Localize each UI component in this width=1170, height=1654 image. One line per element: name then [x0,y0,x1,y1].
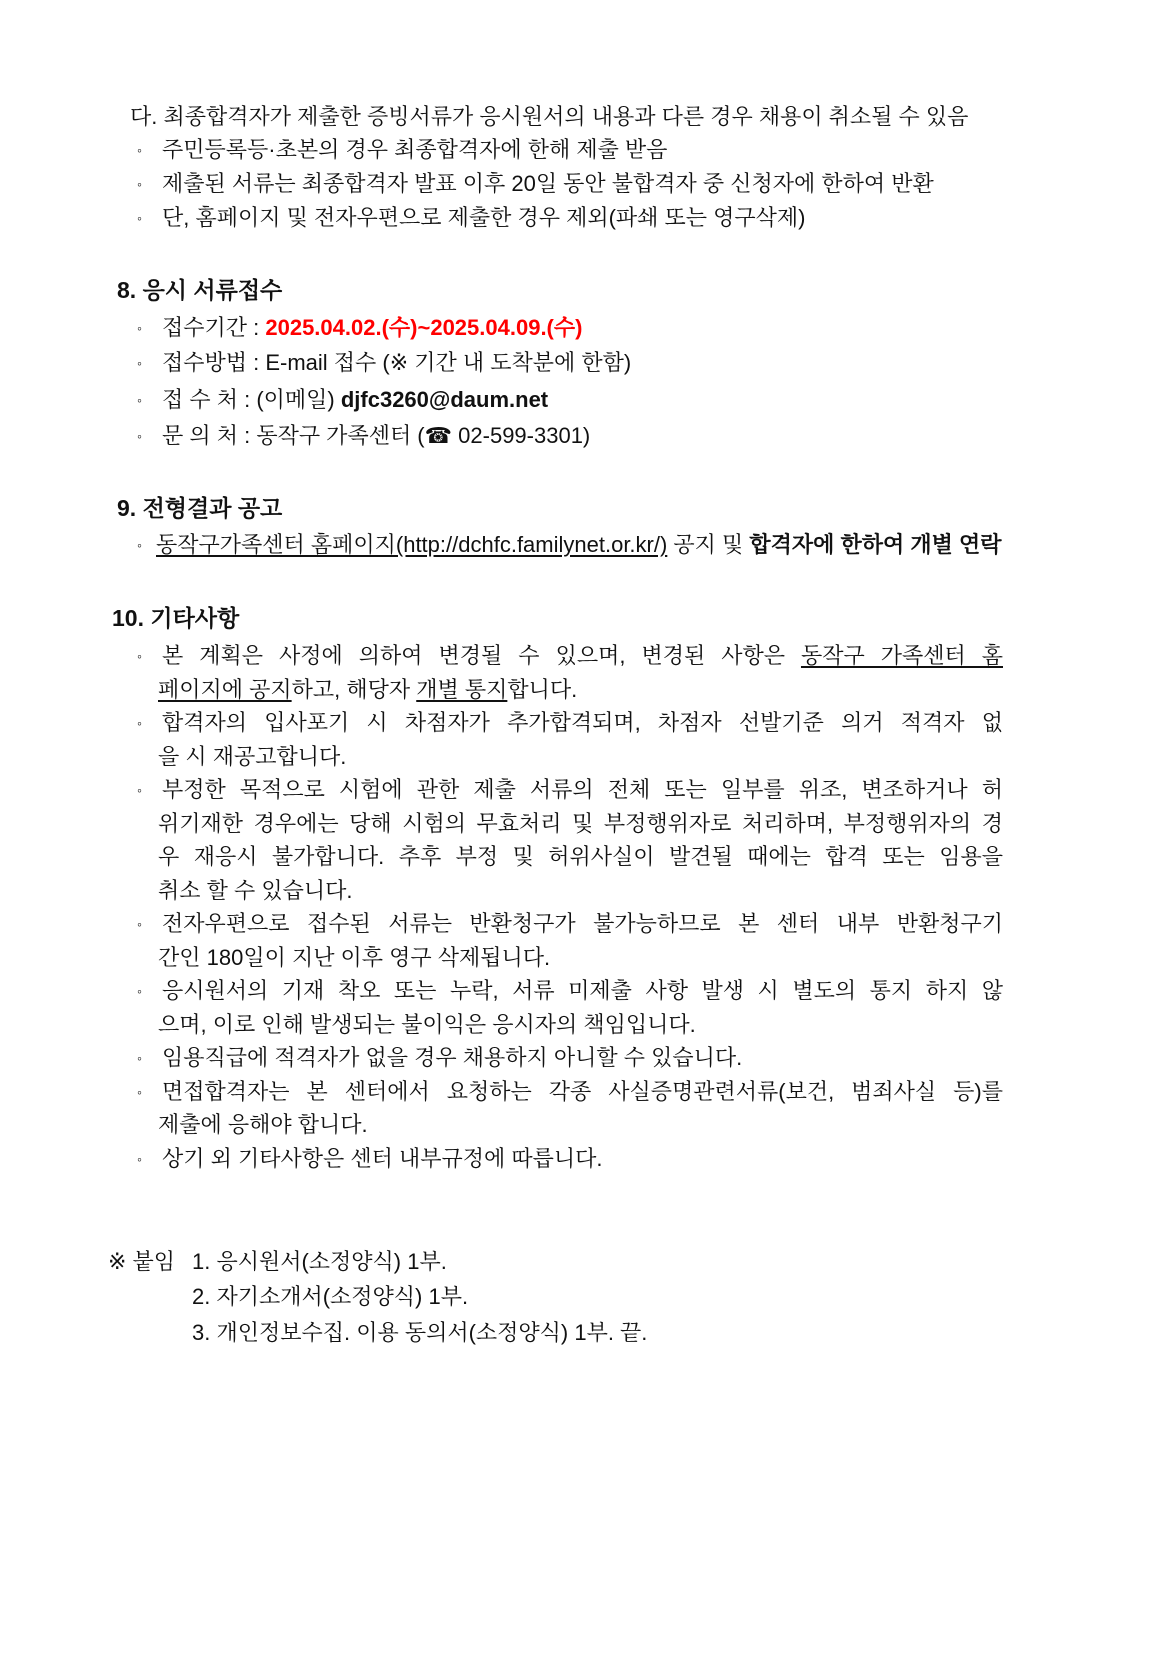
notice-bold: 합격자에 한하여 개별 연락 [749,532,1002,557]
underlined-text: 페이지에 공지 [158,676,292,702]
note-line [158,809,1003,839]
intro-bullet: 주민등록등·초본의 경우 최종합격자에 한해 제출 받음 [162,137,668,162]
note-line [162,976,1003,1006]
note-text: 응시원서의 기재 착오 또는 누락, 서류 미제출 사항 발생 시 별도의 통지 하지 않 [162,978,1003,1004]
application-method: 접수방법 : E-mail 접수 (※ 기간 내 도착분에 한함) [162,350,632,375]
bullet-icon: ◦ [137,648,142,664]
bullet-icon: ◦ [137,983,142,1000]
note-text: 우 재응시 불가합니다. 추후 부정 및 허위사실이 발견될 때에는 합격 또는 임용을 [158,844,1003,870]
underlined-text: 개별 통지 [416,676,508,702]
note-text: 취소 할 수 있습니다. [158,877,353,903]
bullet-icon: ◦ [137,782,142,799]
bullet-icon: ◦ [137,537,142,553]
note-line [158,876,352,906]
section-10-title: 10. 기타사항 [112,605,240,631]
bullet-icon: ◦ [137,1083,142,1100]
note-line [158,1110,368,1140]
bullet-icon: ◦ [137,176,142,192]
note-line [162,1144,602,1174]
note-text: 본 계획은 사정에 의하여 변경될 수 있으며, 변경된 사항은 [162,643,801,668]
bullet-icon: ◦ [137,210,142,226]
note-text: 임용직급에 적격자가 없을 경우 채용하지 아니할 수 있습니다. [162,1045,743,1071]
note-text: 상기 외 기타사항은 센터 내부규정에 따릅니다. [162,1145,603,1171]
note-text: 전자우편으로 접수된 서류는 반환청구가 불가능하므로 본 센터 내부 반환청구기 [162,911,1003,937]
note-line [158,842,1003,872]
period-label: 접수기간 : [162,315,266,340]
underlined-text: 동작구 가족센터 홈 [800,643,1003,668]
note-text: 합격자의 입사포기 시 차점자가 추가합격되며, 차점자 선발기준 의거 적격자 없 [162,710,1003,736]
notice-text: 공지 및 [667,532,750,557]
section-9-title: 9. 전형결과 공고 [117,495,283,521]
note-line [158,675,577,705]
attachment-item: 2. 자기소개서(소정양식) 1부. [192,1284,469,1309]
note-text: 부정한 목적으로 시험에 관한 제출 서류의 전체 또는 일부를 위조, 변조하거나 허 [162,777,1003,803]
note-text: 면접합격자는 본 센터에서 요청하는 각종 사실증명관련서류(보건, 범죄사실 등)를 [162,1078,1003,1104]
attachment-item: 1. 응시원서(소정양식) 1부. [192,1249,447,1274]
attachments-label: ※ 붙임 [108,1249,176,1274]
attachment-item: 3. 개인정보수집. 이용 동의서(소정양식) 1부. 끝. [192,1320,648,1345]
section-8-title: 8. 응시 서류접수 [117,277,283,303]
note-line [158,742,346,772]
homepage-link[interactable]: 동작구가족센터 홈페이지(http://dchfc.familynet.or.kr/) [156,532,668,557]
intro-bullet: 제출된 서류는 최종합격자 발표 이후 20일 동안 불합격자 중 신청자에 한하여 반환 [162,171,934,196]
note-text: 간인 180일이 지난 이후 영구 삭제됩니다. [158,944,551,970]
destination-label: 접 수 처 : (이메일) [162,387,341,412]
contact-phone: 02-599-3301) [452,423,591,448]
bullet-icon: ◦ [137,916,142,933]
note-text: 하고, 해당자 [291,676,417,702]
bullet-icon: ◦ [137,320,142,336]
note-line [158,943,550,973]
bullet-icon: ◦ [137,392,142,408]
bullet-icon: ◦ [137,715,142,732]
application-destination [162,385,548,415]
bullet-icon: ◦ [137,1150,142,1167]
bullet-icon: ◦ [137,428,142,444]
destination-email[interactable]: djfc3260@daum.net [340,387,549,412]
phone-icon: ☎ [424,423,453,448]
note-text: 을 시 재공고합니다. [158,743,347,769]
note-text: 합니다. [507,676,578,702]
bullet-icon: ◦ [137,1050,142,1067]
note-text: 제출에 응해야 합니다. [158,1112,368,1138]
contact-label: 문 의 처 : 동작구 가족센터 ( [162,423,425,448]
result-notice [156,530,1002,560]
note-line [162,775,1003,805]
note-line [162,641,1003,671]
note-line [162,909,1003,939]
intro-line: 다. 최종합격자가 제출한 증빙서류가 응시원서의 내용과 다른 경우 채용이 취소될 수 있음 [130,104,969,129]
contact-info [162,421,590,451]
intro-bullet: 단, 홈페이지 및 전자우편으로 제출한 경우 제외(파쇄 또는 영구삭제) [162,205,806,230]
note-line [162,1043,742,1073]
application-period [162,313,582,343]
bullet-icon: ◦ [137,355,142,371]
bullet-icon: ◦ [137,142,142,158]
note-text: 위기재한 경우에는 당해 시험의 무효처리 및 부정행위자로 처리하며, 부정행위자의 경 [158,810,1003,836]
note-line [158,1010,696,1040]
note-line [162,708,1003,738]
period-value: 2025.04.02.(수)~2025.04.09.(수) [265,315,583,340]
note-text: 으며, 이로 인해 발생되는 불이익은 응시자의 책임입니다. [158,1011,696,1037]
note-line [162,1077,1003,1107]
